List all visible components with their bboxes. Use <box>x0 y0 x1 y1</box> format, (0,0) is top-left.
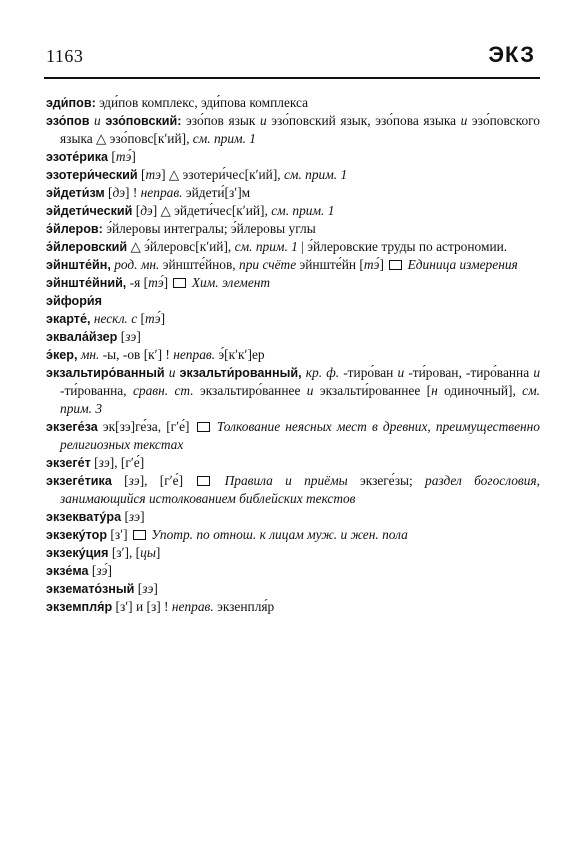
entry-text: [ <box>108 149 116 164</box>
entry-text: ] <box>163 275 172 290</box>
dictionary-entry <box>46 598 540 616</box>
headword: эзотери́ческий <box>46 168 138 182</box>
headword: эквала́йзер <box>46 330 118 344</box>
page-number: 1163 <box>46 46 84 66</box>
headword: эзо́повский: <box>105 114 182 128</box>
headword: э́кер, <box>46 348 78 362</box>
entry-text: ] <box>131 149 136 164</box>
italic-note: нескл. с <box>93 311 138 326</box>
headword: э́йлеров: <box>46 222 103 236</box>
entry-text: ] <box>379 257 388 272</box>
headword: эзо́пов <box>46 114 90 128</box>
italic-note: тэ <box>145 167 162 182</box>
italic-note: зэ́ <box>96 563 108 578</box>
entry-text: э́йлеровы интегралы; э́йлеровы углы <box>102 221 316 236</box>
dictionary-entry <box>46 292 540 310</box>
italic-note: неправ. <box>171 599 214 614</box>
entry-text: ] △ эзотери́чес[кʹий], <box>161 167 284 182</box>
italic-note: Хим. элемент <box>188 275 271 290</box>
entry-text: [ <box>90 455 99 470</box>
italic-note: и <box>460 113 468 128</box>
entry-text: ] ! <box>125 185 141 200</box>
dictionary-entry <box>46 472 540 508</box>
headword: экзальтиро́ванный <box>46 366 165 380</box>
entry-text: эйдети́[зʹ]м <box>182 185 251 200</box>
dictionary-entry <box>46 184 540 202</box>
headword: экзальти́рованный, <box>179 366 302 380</box>
entry-text: экзенпля́р <box>213 599 275 614</box>
entry-text: [ <box>88 563 97 578</box>
dictionary-entry <box>46 274 540 292</box>
dictionary-entry <box>46 364 540 418</box>
headword: экзе́ма <box>46 564 89 578</box>
dictionary-entry <box>46 256 540 274</box>
header-rule <box>44 77 540 79</box>
entry-text: одиночный], <box>437 383 523 398</box>
italic-note: Единица измерения <box>404 257 518 272</box>
headword: эйдети́зм <box>46 186 105 200</box>
entry-text: -ти́рованна, <box>60 383 133 398</box>
entry-text: △ э́йлеровс[кʹий], <box>127 239 235 254</box>
italic-note: см. прим. 1 <box>271 203 335 218</box>
entry-text: -тиро́ван <box>339 365 398 380</box>
italic-note: кр. ф. <box>305 365 340 380</box>
entry-text: ], [гʹе́] <box>109 455 145 470</box>
italic-note: см. прим. 3 <box>60 383 541 416</box>
headword: эди́пов: <box>46 96 96 110</box>
italic-note: тэ́ <box>363 257 380 272</box>
entry-text: -ти́рован, -тиро́ванна <box>404 365 534 380</box>
dictionary-entry <box>46 166 540 184</box>
definition-box-icon <box>173 278 186 288</box>
entry-text: эзо́повского языка △ эзо́повс[кʹий], <box>60 113 541 146</box>
headword: экземато́зный <box>46 582 135 596</box>
dictionary-entry <box>46 454 540 472</box>
definition-box-icon <box>389 260 402 270</box>
entry-text: -ы, -ов [кʹ] ! <box>99 347 174 362</box>
headword: экзеге́тика <box>46 474 112 488</box>
headword: экзекватýра <box>46 510 122 524</box>
italic-note: тэ́ <box>115 149 132 164</box>
italic-note: зэ <box>128 473 140 488</box>
entry-text: -я [ <box>126 275 149 290</box>
dictionary-entry <box>46 94 540 112</box>
italic-note: и <box>89 113 106 128</box>
dictionary-entry <box>46 526 540 544</box>
entry-text: ] <box>136 329 141 344</box>
entry-text: эйнште́йн [ <box>296 257 364 272</box>
dictionary-entry <box>46 220 540 238</box>
entry-text: ] <box>155 545 161 560</box>
entry-text: [ <box>121 509 129 524</box>
headword: эйфори́я <box>46 294 103 308</box>
entry-text: эди́пов комплекс, эди́пова комплекса <box>95 95 309 110</box>
definition-box-icon <box>197 476 210 486</box>
entry-text: [зʹ] и [з] ! <box>112 599 172 614</box>
dictionary-entry <box>46 544 540 562</box>
italic-note: дэ <box>112 185 126 200</box>
dictionary-entry <box>46 310 540 328</box>
italic-note: дэ <box>140 203 153 218</box>
entry-text: эйнште́йнов, <box>159 257 240 272</box>
entry-text: ], [гʹе́] <box>139 473 196 488</box>
dictionary-entry <box>46 202 540 220</box>
italic-note: и <box>259 113 267 128</box>
entry-text: [зʹ] <box>107 527 131 542</box>
italic-note: тэ́ <box>145 311 161 326</box>
italic-note: Употр. по отнош. к лицам муж. и жен. пола <box>147 527 408 542</box>
headword: экземпля́р <box>46 600 113 614</box>
italic-note: тэ́ <box>148 275 164 290</box>
definition-box-icon <box>133 530 146 540</box>
headword: экзеге́за <box>46 420 98 434</box>
italic-note: зэ <box>125 329 137 344</box>
headword: экзекýтор <box>46 528 108 542</box>
entry-text: [ <box>117 329 126 344</box>
headword: эйдети́ческий <box>46 204 133 218</box>
entry-text: ] <box>140 509 145 524</box>
italic-note: н <box>431 383 438 398</box>
italic-note: при счёте <box>239 257 297 272</box>
dictionary-entry <box>46 562 540 580</box>
entry-list <box>46 94 540 616</box>
italic-note: неправ. <box>173 347 216 362</box>
entry-text: ] △ эйдети́чес[кʹий], <box>152 203 272 218</box>
headword: экзекýция <box>46 546 109 560</box>
dictionary-entry <box>46 148 540 166</box>
headword: эйнште́йний, <box>46 276 127 290</box>
dictionary-entry <box>46 328 540 346</box>
italic-note: Правила и приёмы <box>212 473 348 488</box>
running-head: ЭКЗ <box>488 42 535 67</box>
italic-note: зэ <box>128 509 141 524</box>
entry-text: э́[кʹкʹ]ер <box>215 347 265 362</box>
entry-text: эзо́пов язык <box>181 113 260 128</box>
italic-note: и <box>164 365 180 380</box>
entry-text: экзальтиро́ваннее <box>193 383 307 398</box>
italic-note: и <box>397 365 405 380</box>
entry-text: эзо́повский язык, эзо́пова языка <box>266 113 461 128</box>
italic-note: и <box>306 383 314 398</box>
headword: эйнште́йн, <box>46 258 111 272</box>
italic-note: неправ. <box>140 185 183 200</box>
dictionary-entry <box>46 580 540 598</box>
italic-note: зэ <box>142 581 154 596</box>
dictionary-entry <box>46 418 540 454</box>
italic-note: зэ <box>98 455 110 470</box>
italic-note: Толкование неясных мест в древних, преимущественно религиозных текстах <box>60 419 540 452</box>
entry-text: [ <box>104 185 113 200</box>
headword: эзоте́рика <box>46 150 109 164</box>
entry-text: эк[зэ]ге́за, [гʹе́] <box>97 419 195 434</box>
definition-box-icon <box>197 422 210 432</box>
entry-text: [ <box>132 203 141 218</box>
entry-text: экзеге́зы; <box>347 473 426 488</box>
entry-text: ] <box>153 581 158 596</box>
dictionary-entry <box>46 112 540 148</box>
entry-text: ] <box>160 311 166 326</box>
italic-note: раздел богословия, занимающийся истолкованием библейских текстов <box>60 473 540 506</box>
dictionary-entry <box>46 346 540 364</box>
italic-note: см. прим. 1 <box>283 167 348 182</box>
entry-text: [зʹ], [ <box>108 545 141 560</box>
entry-text: ] <box>107 563 112 578</box>
entry-text: [ <box>137 311 146 326</box>
italic-note: см. прим. 1 <box>192 131 256 146</box>
italic-note: мн. <box>80 347 100 362</box>
entry-text: | э́йлеровские труды по астрономии. <box>297 239 508 254</box>
italic-note: род. мн. <box>114 257 160 272</box>
entry-text: [ <box>137 167 146 182</box>
dictionary-entry <box>46 508 540 526</box>
headword: экарте́, <box>46 312 91 326</box>
dictionary-entry <box>46 238 540 256</box>
italic-note: см. прим. 1 <box>234 239 298 254</box>
headword: э́йлеровский <box>46 240 128 254</box>
entry-text: [ <box>134 581 143 596</box>
italic-note: и <box>533 365 541 380</box>
italic-note: сравн. ст. <box>132 383 194 398</box>
entry-text: [ <box>111 473 129 488</box>
entry-text: экзальти́рованнее [ <box>313 383 432 398</box>
headword: экзеге́т <box>46 456 91 470</box>
italic-note: цы <box>140 545 156 560</box>
